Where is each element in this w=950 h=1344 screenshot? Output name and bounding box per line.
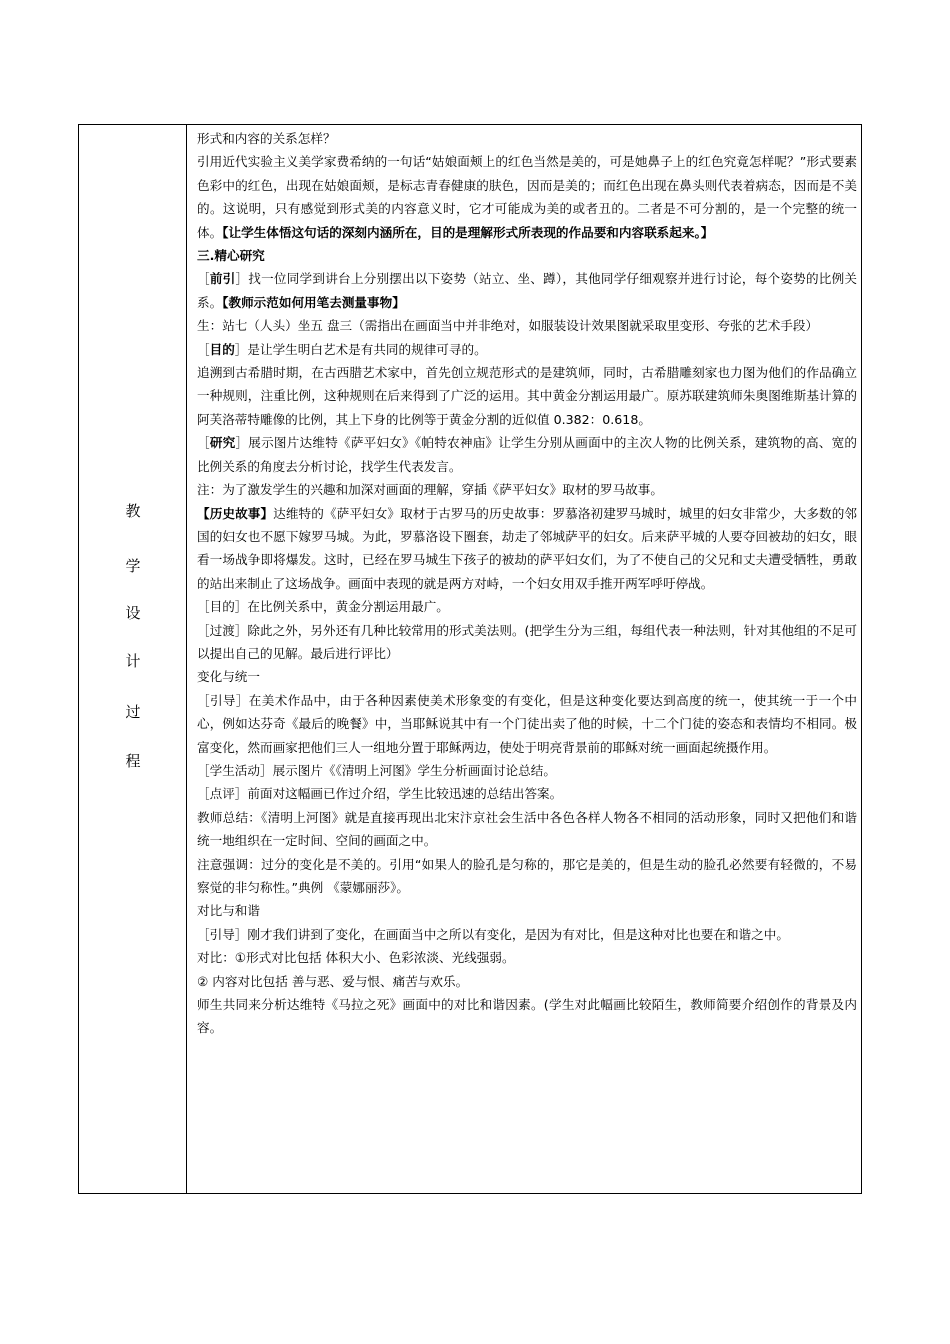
label: 研究	[209, 435, 236, 451]
paragraph: ② 内容对比包括 善与恶、爱与恨、痛苦与欢乐。	[197, 973, 469, 989]
lesson-content	[197, 127, 857, 1040]
section-label-char: 计	[125, 652, 141, 670]
paragraph: ［过渡］除此之外，另外还有几种比较常用的形式美法则。(把学生分为三组，每组代表一种法则，针对其他组的不足可以提出自己的见解。最后进行评比）	[197, 622, 857, 661]
paragraph	[197, 431, 857, 478]
section-label-char: 学	[125, 557, 141, 575]
paragraph: 对比与和谐	[197, 903, 260, 919]
paragraph: ［引导］在美术作品中，由于各种因素使美术形象变的有变化，但是这种变化要达到高度的统一，使其统一于一个中心，例如达芬奇《最后的晚餐》中，当耶稣说其中有一个门徒出卖了他的时候，十二个门徒的姿态和表情均不相同。极富变化，然而画家把他们三人一组地分置于耶稣两边，使处于明亮背景前的耶稣对统一画面起统摄作用。	[197, 692, 857, 755]
text: ］是让学生明白艺术是有共同的规律可寻的。	[234, 341, 487, 357]
paragraph: ［点评］前面对这幅画已作过介绍，学生比较迅速的总结出答案。	[197, 786, 563, 802]
paragraph: 变化与统一	[197, 669, 260, 685]
text: 达维特的《萨平妇女》取材于古罗马的历史故事：罗慕洛初建罗马城时，城里的妇女非常少，大多数的邻国的妇女也不愿下嫁罗马城。为此，罗慕洛设下圈套，劫走了邻城萨平的妇女。后来萨平城的人要夺回被劫的妇女，眼看一场战争即将爆发。这时，已经在罗马城生下孩子的被劫的萨平妇女们，为了不使自己的父兄和丈夫遭受牺牲，勇敢的站出来制止了这场战争。画面中表现的就是两方对峙，一个妇女用双手推开两军呼吁停战。	[197, 505, 858, 591]
paragraph	[197, 267, 857, 314]
paragraph: 生：站七（人头）坐五 盘三（需指出在画面当中并非绝对，如服装设计效果图就采取里变形、夸张的艺术手段）	[197, 318, 819, 334]
paragraph: 对比：①形式对比包括 体积大小、色彩浓淡、光线强弱。	[197, 950, 515, 966]
bracket: ［	[197, 435, 210, 451]
paragraph: 师生共同来分析达维特《马拉之死》画面中的对比和谐因素。(学生对此幅画比较陌生，教师简要介绍创作的背景及内容。	[197, 997, 857, 1036]
paragraph: ［学生活动］展示图片《《清明上河图》学生分析画面讨论总结。	[197, 762, 556, 778]
section-label-char: 过	[125, 703, 141, 721]
section-label-char: 程	[125, 752, 141, 770]
paragraph: 形式和内容的关系怎样？	[197, 131, 336, 146]
paragraph: 追溯到古希腊时期，在古西腊艺术家中，首先创立规范形式的是建筑师，同时，古希腊雕刻家也力图为他们的作品确立一种规则，注重比例，这种规则在后来得到了广泛的运用。其中黄金分割运用最广。原苏联建筑师朱奥图维斯基计算的阿芙洛蒂特雕像的比例，其上下身的比例等于黄金分割的近似值 0.382：0.618。	[197, 365, 857, 427]
bold-note: 【教师示范如何用笔去测量事物】	[222, 294, 405, 310]
paragraph: 注意强调：过分的变化是不美的。引用“如果人的脸孔是匀称的，那它是美的，但是生动的脸孔必然要有轻微的，不易察觉的非匀称性。”典例 《蒙娜丽莎》。	[197, 856, 857, 895]
bracket: ［	[197, 341, 210, 357]
paragraph: 教师总结：《清明上河图》就是直接再现出北宋汴京社会生活中各色各样人物各不相同的活动形象，同时又把他们和谐统一地组织在一定时间、空间的画面之中。	[197, 809, 857, 849]
bold-note: 【让学生体悟这句话的深刻内涵所在，目的是理解形式所表现的作品要和内容联系起来。】	[222, 224, 714, 240]
label: 【历史故事】	[197, 505, 274, 521]
paragraph: 注：为了激发学生的兴趣和加深对画面的理解，穿插《萨平妇女》取材的罗马故事。	[197, 482, 663, 498]
text: 引用近代实验主义美学家费希纳的一句话“姑娘面颊上的红色当然是美的，可是她鼻子上的红色究竟怎样呢？”形式要素色彩中的红色，出现在姑娘面颊，是标志青春健康的肤色，因而是美的；而红色出现在鼻头则代表着病态，因而是不美的。这说明，只有感觉到形式美的内容意义时，它才可能成为美的或者丑的。二者是不可分割的，是一个完整的统一体。	[197, 154, 857, 240]
section-heading: 三.精心研究	[197, 248, 265, 264]
text: ］找一位同学到讲台上分别摆出以下姿势（站立、坐、蹲），其他同学仔细观察并进行讨论，每个姿势的比例关系。	[197, 271, 858, 310]
paragraph: ［引导］刚才我们讲到了变化，在画面当中之所以有变化，是因为有对比，但是这种对比也要在和谐之中。	[197, 926, 789, 942]
section-label-column	[79, 125, 187, 1193]
section-label-char: 设	[125, 604, 141, 622]
bracket: ［	[197, 271, 210, 287]
paragraph	[197, 150, 857, 244]
label: 目的	[209, 341, 235, 357]
paragraph	[197, 502, 857, 596]
text: ］展示图片达维特《萨平妇女》《帕特农神庙》让学生分别从画面中的主次人物的比例关系，建筑物的高、宽的比例关系的角度去分析讨论，找学生代表发言。	[197, 435, 858, 474]
label: 前引	[209, 271, 236, 287]
lesson-table	[78, 124, 862, 1194]
paragraph	[197, 338, 857, 361]
paragraph: ［目的］在比例关系中，黄金分割运用最广。	[197, 599, 449, 615]
section-label-char: 教	[125, 502, 141, 520]
